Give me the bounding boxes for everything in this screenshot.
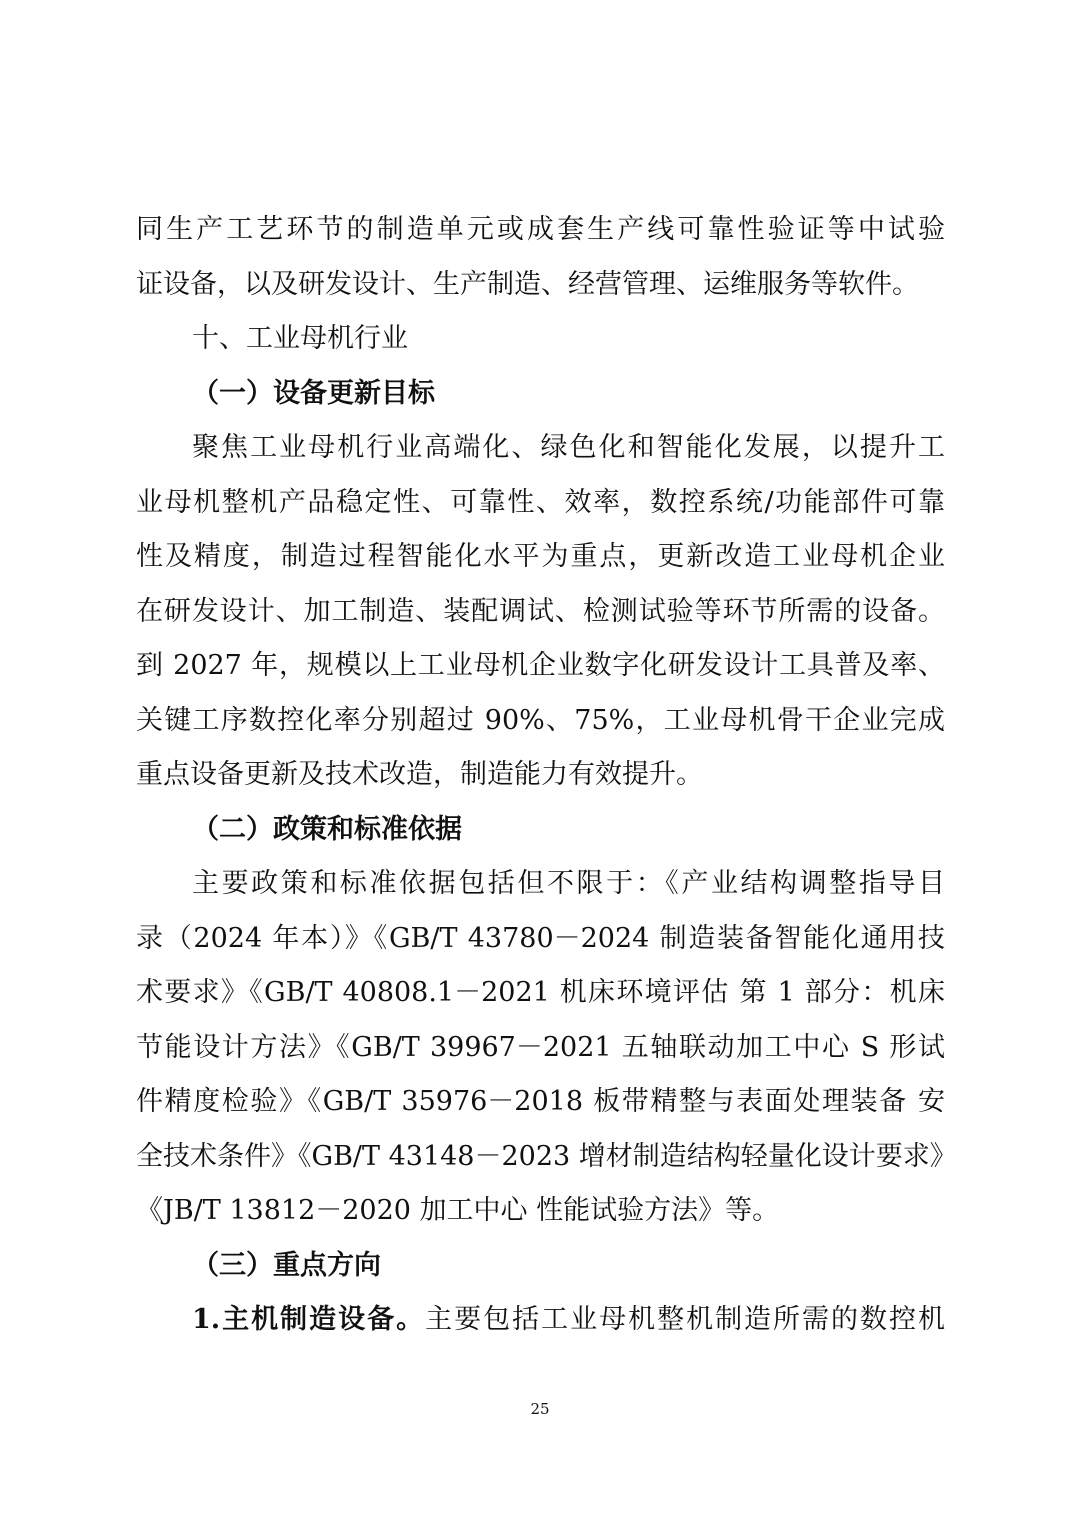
text-line: 关键工序数控化率分别超过 90%、75%，工业母机骨干企业完成 [136, 704, 945, 736]
text-line: 在研发设计、加工制造、装配调试、检测试验等环节所需的设备。 [136, 595, 945, 627]
text-line: 术要求》《GB/T 40808.1－2021 机床环境评估 第 1 部分：机床 [136, 977, 945, 1008]
text-line: 证设备，以及研发设计、生产制造、经营管理、运维服务等软件。 [136, 268, 919, 300]
text-line: 件精度检验》《GB/T 35976－2018 板带精整与表面处理装备 安 [136, 1086, 945, 1117]
text-line: 主要政策和标准依据包括但不限于：《产业结构调整指导目 [192, 868, 945, 899]
text-line: 聚焦工业母机行业高端化、绿色化和智能化发展，以提升工 [192, 432, 945, 463]
text-line: 全技术条件》《GB/T 43148－2023 增材制造结构轻量化设计要求》 [136, 1140, 957, 1172]
text-line: 录（2024 年本）》《GB/T 43780－2024 制造装备智能化通用技 [136, 922, 945, 954]
text-line: 性及精度，制造过程智能化水平为重点，更新改造工业母机企业 [136, 541, 945, 572]
text-line: 重点设备更新及技术改造，制造能力有效提升。 [136, 759, 703, 790]
section-heading: 十、工业母机行业 [192, 323, 408, 354]
document-body [136, 203, 957, 1348]
subsection-heading: （一）设备更新目标 [192, 377, 435, 409]
item-text: 主要包括工业母机整机制造所需的数控机 [425, 1304, 946, 1335]
text-line: 《JB/T 13812－2020 加工中心 性能试验方法》等。 [136, 1195, 780, 1226]
item-title: 1.主机制造设备。 [192, 1304, 426, 1335]
text-line: 同生产工艺环节的制造单元或成套生产线可靠性验证等中试验 [136, 214, 945, 245]
text-line: 节能设计方法》《GB/T 39967－2021 五轴联动加工中心 S 形试 [136, 1031, 945, 1063]
text-line: 业母机整机产品稳定性、可靠性、效率，数控系统/功能部件可靠 [136, 486, 945, 518]
text-line: 到 2027 年，规模以上工业母机企业数字化研发设计工具普及率、 [136, 650, 945, 681]
subsection-heading: （二）政策和标准依据 [192, 813, 462, 845]
page-number: 25 [530, 1400, 550, 1418]
subsection-heading: （三）重点方向 [192, 1249, 381, 1281]
text-line [136, 1293, 945, 1348]
